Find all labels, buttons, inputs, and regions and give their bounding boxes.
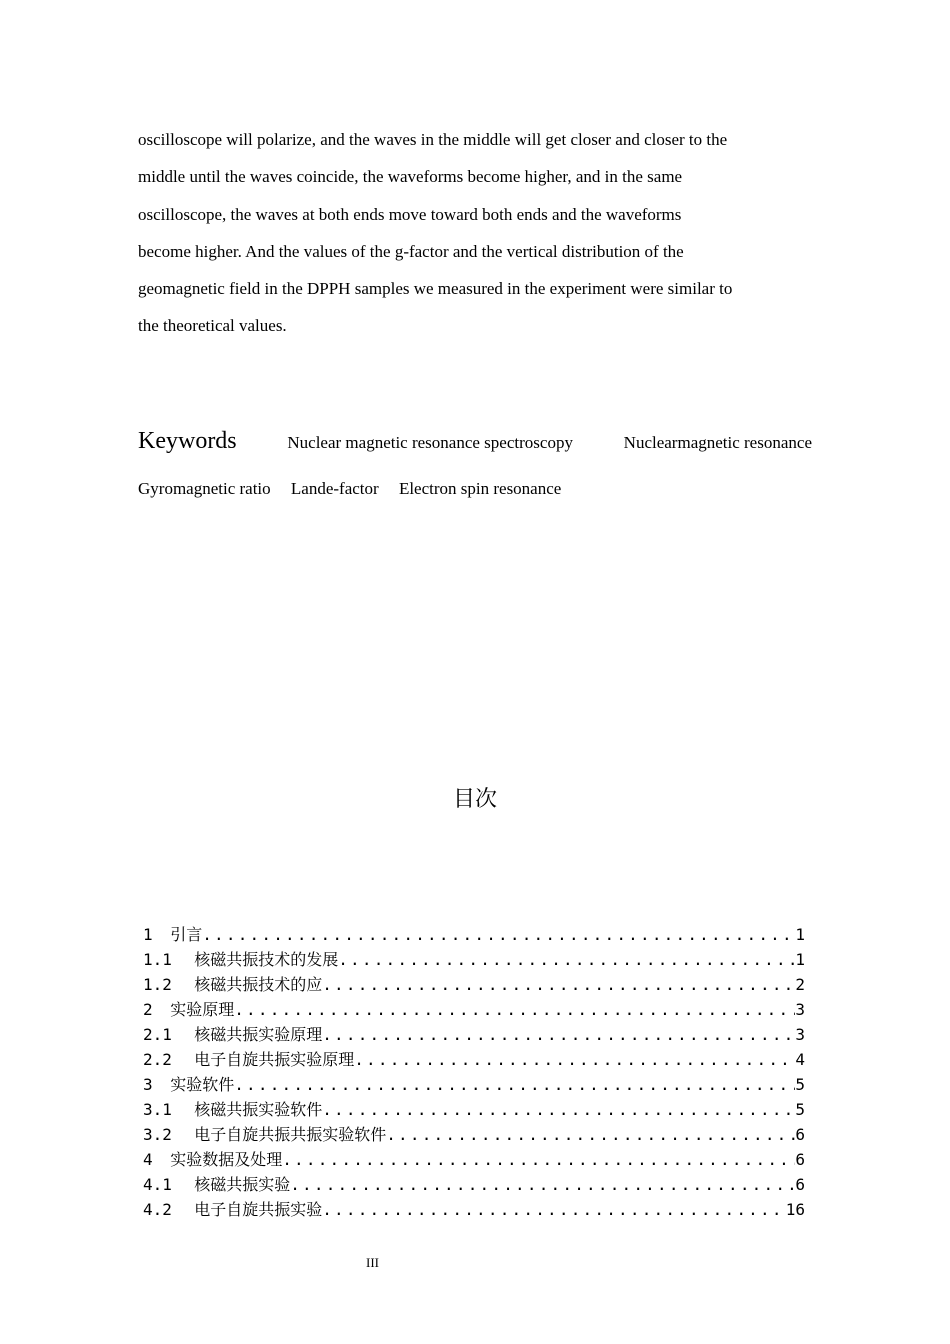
toc-leader-dots [290, 1172, 795, 1197]
toc-entry-title: 电子自旋共振共振实验软件 [194, 1125, 387, 1144]
toc-heading: 目次 [452, 787, 497, 812]
toc-entry-number: 2.1 [143, 1025, 172, 1044]
toc-entry-page: 5 [795, 1075, 805, 1094]
keyword: Nuclearmagnetic resonance [623, 433, 812, 452]
abstract-line: the theoretical values. [138, 316, 287, 336]
toc-entry-page: 16 [785, 1200, 805, 1219]
toc-entry[interactable] [143, 1122, 805, 1147]
toc-leader-dots [338, 947, 795, 972]
toc-leader-dots [322, 1197, 786, 1222]
toc-entry-page: 5 [795, 1100, 805, 1119]
toc-entry-page: 6 [795, 1125, 805, 1144]
keyword: Gyromagnetic ratio [138, 479, 271, 498]
toc-entry-number: 1 [143, 925, 153, 944]
toc-entry-number: 1.1 [143, 950, 172, 969]
toc-entry-page: 6 [795, 1175, 805, 1194]
toc-entry-number: 3 [143, 1075, 153, 1094]
toc-leader-dots [386, 1122, 795, 1147]
toc-leader-dots [234, 997, 795, 1022]
toc-entry-title: 电子自旋共振实验原理 [194, 1050, 355, 1069]
toc-entry-number: 4 [143, 1150, 153, 1169]
keywords-label: Keywords [138, 428, 237, 454]
toc-entry-title: 实验软件 [170, 1075, 235, 1094]
toc-entry-number: 2 [143, 1000, 153, 1019]
toc-entry-title: 核磁共振实验软件 [194, 1100, 323, 1119]
keyword: Nuclear magnetic resonance spectroscopy [287, 433, 573, 452]
toc-entry-title: 核磁共振技术的发展 [194, 950, 339, 969]
keyword: Lande-factor [290, 479, 379, 498]
abstract-line: become higher. And the values of the g-factor and the vertical distribution of the [138, 241, 684, 261]
toc-entry[interactable] [143, 1097, 805, 1122]
toc-leader-dots [322, 1097, 795, 1122]
toc-entry-page: 3 [795, 1025, 805, 1044]
toc-entry-title: 核磁共振实验原理 [194, 1025, 323, 1044]
abstract-continuation [138, 121, 818, 345]
toc-entry-number: 3.1 [143, 1100, 172, 1119]
toc-leader-dots [282, 1147, 795, 1172]
toc-entry-title: 核磁共振实验 [194, 1175, 291, 1194]
toc-entry-number: 4.2 [143, 1200, 172, 1219]
abstract-line: geomagnetic field in the DPPH samples we measured in the experiment were similar to [138, 279, 733, 299]
toc-entry-page: 1 [795, 925, 805, 944]
toc-leader-dots [322, 972, 795, 997]
toc-entry[interactable] [143, 1047, 805, 1072]
toc-entry-page: 6 [795, 1150, 805, 1169]
toc-entry[interactable] [143, 922, 805, 947]
toc-entry-page: 2 [795, 975, 805, 994]
toc-entry[interactable] [143, 1147, 805, 1172]
toc-entry-number: 2.2 [143, 1050, 172, 1069]
table-of-contents [143, 922, 805, 1222]
toc-leader-dots [322, 1022, 795, 1047]
toc-entry[interactable] [143, 997, 805, 1022]
toc-entry[interactable] [143, 1172, 805, 1197]
toc-entry-title: 电子自旋共振实验 [194, 1200, 323, 1219]
toc-entry-number: 3.2 [143, 1125, 172, 1144]
toc-entry-page: 3 [795, 1000, 805, 1019]
toc-entry[interactable] [143, 1072, 805, 1097]
toc-leader-dots [202, 922, 795, 947]
toc-entry-title: 核磁共振技术的应 [194, 975, 323, 994]
abstract-line: oscilloscope, the waves at both ends move toward both ends and the waveforms [138, 204, 682, 224]
toc-entry[interactable] [143, 972, 805, 997]
toc-entry-number: 1.2 [143, 975, 172, 994]
toc-entry-title: 实验原理 [170, 1000, 235, 1019]
keywords-section [138, 428, 812, 499]
toc-entry-number: 4.1 [143, 1175, 172, 1194]
toc-entry-page: 4 [795, 1050, 805, 1069]
toc-entry-title: 引言 [170, 925, 203, 944]
toc-leader-dots [234, 1072, 795, 1097]
toc-entry[interactable] [143, 1197, 805, 1222]
toc-entry-title: 实验数据及处理 [170, 1150, 283, 1169]
abstract-line: oscilloscope will polarize, and the waves in the middle will get closer and closer to the [138, 130, 728, 149]
toc-entry[interactable] [143, 1022, 805, 1047]
page-number: III [366, 1255, 379, 1270]
toc-entry[interactable] [143, 947, 805, 972]
toc-entry-page: 1 [795, 950, 805, 969]
toc-leader-dots [354, 1047, 795, 1072]
keyword: Electron spin resonance [398, 479, 562, 498]
abstract-line: middle until the waves coincide, the waveforms become higher, and in the same [138, 167, 683, 187]
